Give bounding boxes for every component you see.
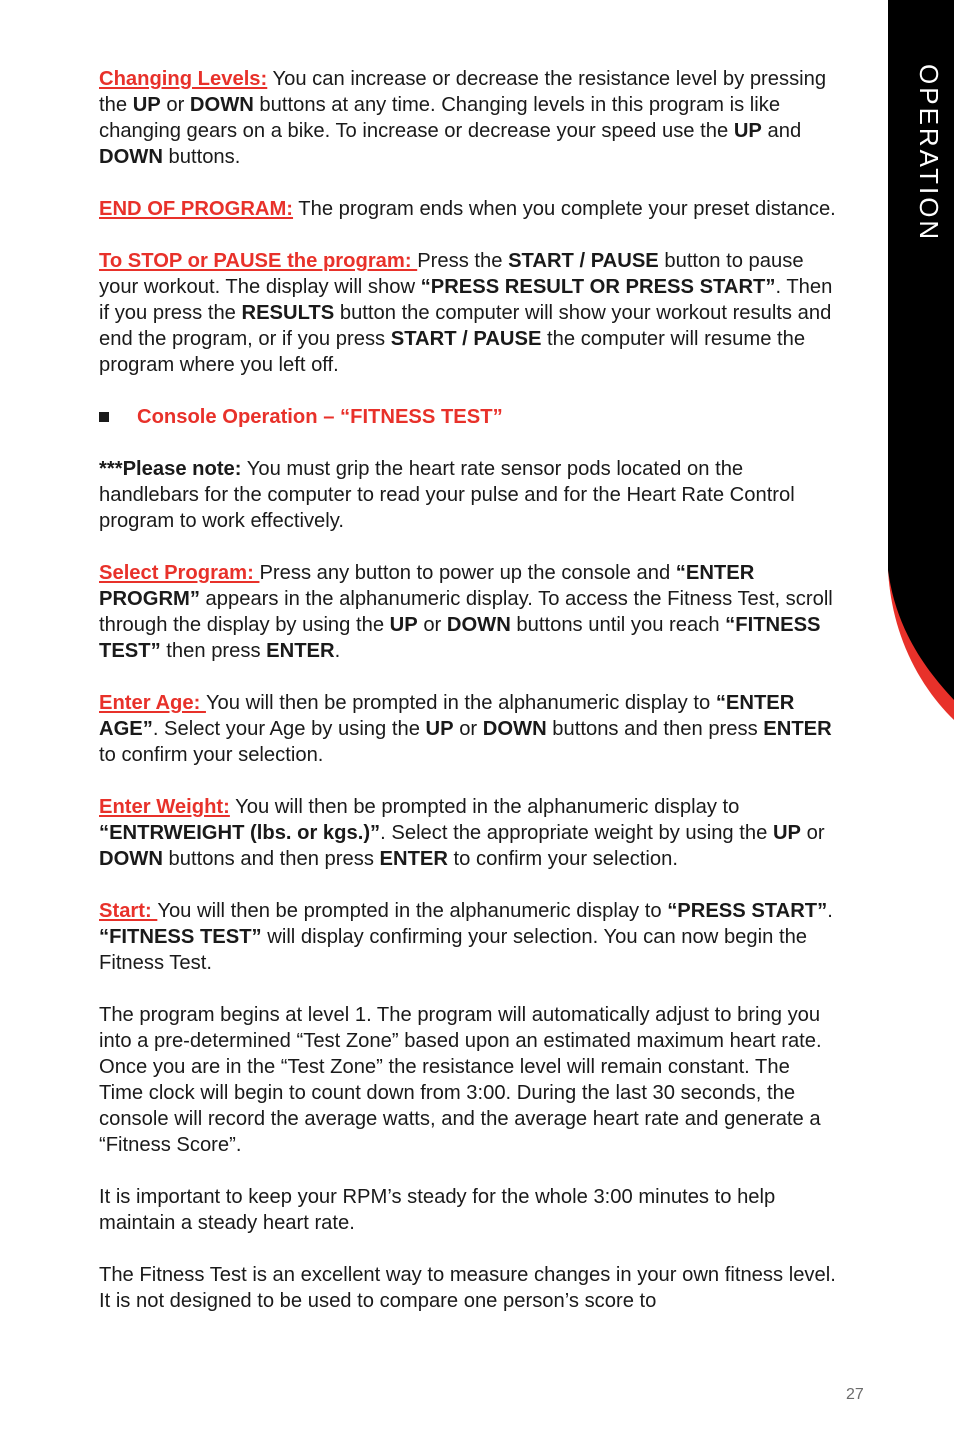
rpm-steady-paragraph: It is important to keep your RPM’s steady for the whole 3:00 minutes to help maintain a steady heart rate.: [99, 1186, 776, 1234]
section-title: Console Operation – “FITNESS TEST”: [137, 406, 503, 428]
bold-run: UP: [389, 614, 418, 636]
bold-run: UP: [733, 120, 762, 142]
text-run: You will then be prompted in the alphanumeric display to: [157, 900, 668, 922]
text-run: You will then be prompted in the alphanumeric display to: [205, 692, 716, 714]
bold-run: “ENTER PROGRM”: [99, 562, 755, 610]
text-run: or: [453, 718, 483, 740]
section-label-operation: OPERATION: [914, 64, 944, 243]
bold-run: START / PAUSE: [508, 250, 659, 272]
stop-pause-paragraph: [99, 248, 839, 378]
text-run: to confirm your selection.: [447, 848, 678, 870]
select-program-heading: Select Program:: [99, 562, 260, 584]
page-content: [99, 66, 839, 1340]
text-run: buttons at any time. Changing levels in this program is like changing gears on a bike. To increase or decrease your speed use the: [99, 94, 781, 142]
start-heading: Start:: [99, 900, 158, 922]
text-run: Press any button to power up the console and: [259, 562, 676, 584]
text-run: .: [827, 900, 833, 922]
text-run: and: [761, 120, 802, 142]
enter-weight-heading: Enter Weight:: [99, 796, 230, 818]
text-run: You must grip the heart rate sensor pods located on the handlebars for the computer to read your pulse and for the Heart Rate Control program to work effectively.: [99, 458, 795, 532]
text-run: or: [417, 614, 447, 636]
bold-run: DOWN: [482, 718, 547, 740]
page-number: 27: [846, 1386, 864, 1403]
bold-run: UP: [425, 718, 454, 740]
text-run: .: [334, 640, 341, 662]
bold-run: DOWN: [99, 848, 163, 870]
text-run: button the computer will show your workout results and end the program, or if you press: [99, 302, 832, 350]
bold-run: “ENTER AGE”: [99, 692, 795, 740]
text-run: You can increase or decrease the resistance level by pressing the: [99, 68, 827, 116]
bold-run: UP: [772, 822, 801, 844]
text-run: to confirm your selection.: [99, 744, 324, 766]
text-run: . Select your Age by using the: [152, 718, 426, 740]
text-run: the computer will resume the program where you left off.: [99, 328, 806, 376]
text-run: will display confirming your selection. You can now begin the Fitness Test.: [99, 926, 808, 974]
stop-pause-heading: To STOP or PAUSE the program:: [99, 250, 418, 272]
bold-run: ENTER: [763, 718, 832, 740]
text-run: . Then if you press the: [99, 276, 833, 324]
text-run: You will then be prompted in the alphanumeric display to: [229, 796, 740, 818]
bold-run: ENTER: [379, 848, 448, 870]
please-note-paragraph: [99, 456, 839, 534]
square-bullet-icon: [99, 412, 109, 422]
bold-run: “FITNESS TEST”: [99, 926, 262, 948]
bold-run: “FITNESS TEST”: [99, 614, 821, 662]
text-run: Press the: [417, 250, 509, 272]
end-program-paragraph: [99, 196, 839, 222]
bold-run: DOWN: [446, 614, 511, 636]
bold-run: ENTER: [266, 640, 335, 662]
text-run: buttons and then press: [162, 848, 380, 870]
bold-run: DOWN: [99, 146, 163, 168]
text-run: appears in the alphanumeric display. To access the Fitness Test, scroll through the display by using the: [99, 588, 833, 636]
bold-run: “PRESS START”: [667, 900, 828, 922]
bold-run: “PRESS RESULT OR PRESS START”: [420, 276, 776, 298]
changing-levels-heading: Changing Levels:: [99, 68, 268, 90]
section-heading-fitness-test: [99, 404, 839, 430]
fitness-test-measure-paragraph: The Fitness Test is an excellent way to measure changes in your own fitness level. It is not designed to be used to compare one person’s score to: [99, 1264, 836, 1312]
program-description-paragraph: The program begins at level 1. The program will automatically adjust to bring you into a pre-determined “Test Zone” based upon an estimated maximum heart rate. Once you are in the “Test Zone” the resistance level will remain constant. The Time clock will begin to count down from 3:00. During the last 30 seconds, the console will record the average watts, and the average heart rate and generate a “Fitness Score”.: [99, 1004, 822, 1156]
enter-age-heading: Enter Age:: [99, 692, 206, 714]
bold-run: UP: [132, 94, 161, 116]
start-paragraph: [99, 898, 839, 976]
text-run: buttons until you reach: [510, 614, 726, 636]
bold-run: DOWN: [189, 94, 254, 116]
changing-levels-paragraph: [99, 66, 839, 170]
text-run: then press: [160, 640, 267, 662]
text-run: The program ends when you complete your preset distance.: [293, 198, 836, 220]
text-run: or: [160, 94, 190, 116]
text-run: or: [800, 822, 825, 844]
select-program-paragraph: [99, 560, 839, 664]
text-run: button to pause your workout. The display will show: [99, 250, 804, 298]
bold-run: RESULTS: [241, 302, 335, 324]
enter-age-paragraph: [99, 690, 839, 768]
end-program-heading: END OF PROGRAM:: [99, 198, 294, 220]
bold-run: START / PAUSE: [390, 328, 542, 350]
text-run: buttons and then press: [546, 718, 764, 740]
enter-weight-paragraph: [99, 794, 839, 872]
text-run: buttons.: [162, 146, 241, 168]
text-run: . Select the appropriate weight by using the: [380, 822, 773, 844]
please-note-label: ***Please note:: [99, 458, 242, 480]
bold-run: “ENTRWEIGHT (lbs. or kgs.)”: [99, 822, 381, 844]
